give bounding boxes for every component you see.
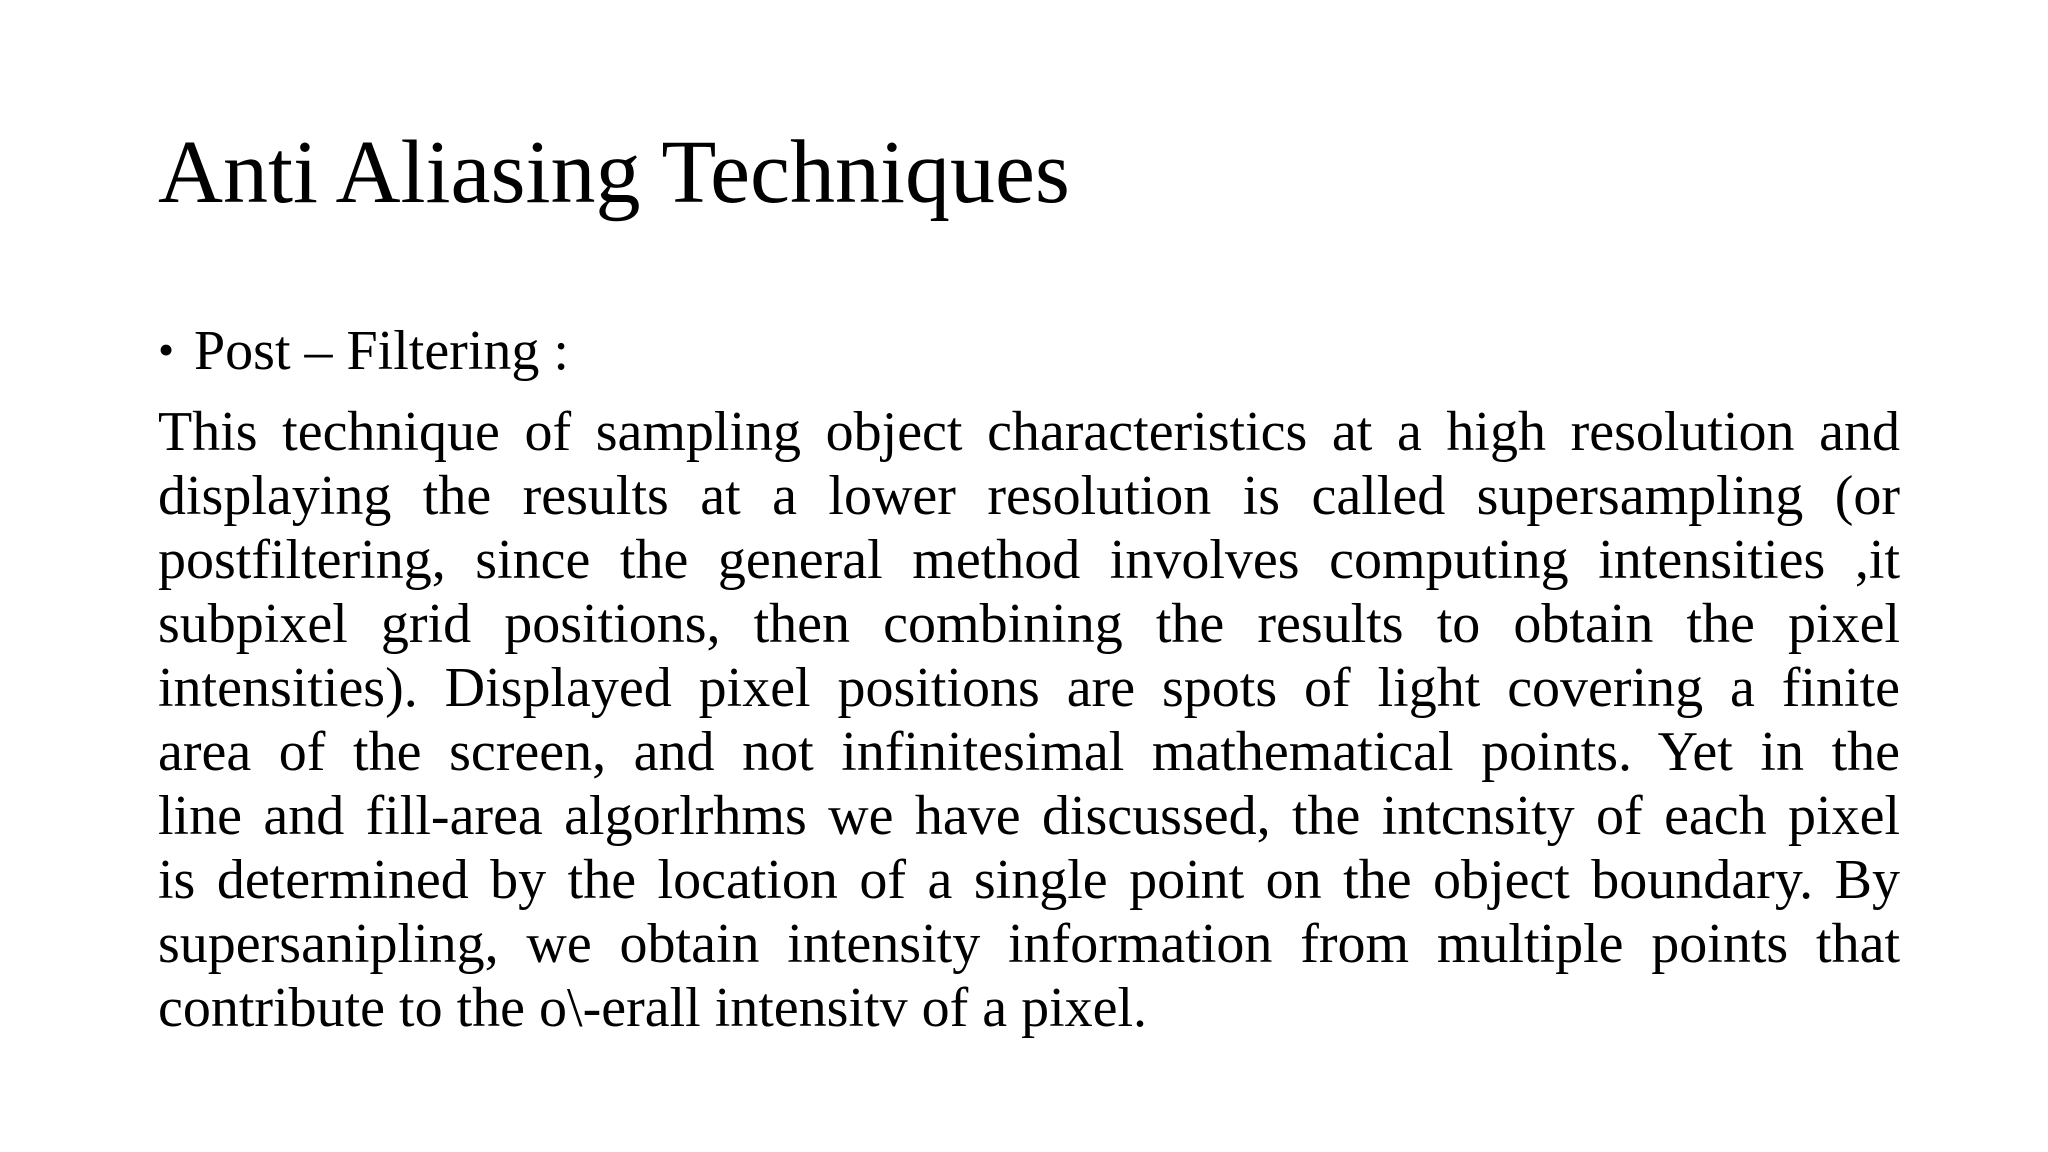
slide-title: Anti Aliasing Techniques [158,123,1070,222]
paragraph-line: area of the screen, and not infinitesimal mathematical points. Yet in the [158,721,1900,783]
body-paragraph [158,400,1900,1040]
paragraph-line: intensities). Displayed pixel positions are spots of light covering a finite [158,657,1900,719]
paragraph-line: line and fill-area algorlrhms we have discussed, the intcnsity of each pixel [158,785,1900,847]
bullet-text: Post – Filtering : [194,320,569,382]
paragraph-line: This technique of sampling object characteristics at a high resolution and [158,401,1900,463]
paragraph-line: is determined by the location of a single point on the object boundary. By [158,849,1900,911]
paragraph-line: displaying the results at a lower resolution is called supersampling (or [158,465,1900,527]
paragraph-line: postfiltering, since the general method involves computing intensities ,it [158,529,1900,591]
paragraph-line: subpixel grid positions, then combining the results to obtain the pixel [158,593,1900,655]
bullet-item [158,315,569,386]
paragraph-line: contribute to the o\-erall intensitv of a pixel. [158,977,1148,1039]
paragraph-line: supersanipling, we obtain intensity information from multiple points that [158,913,1900,975]
bullet-marker: • [158,324,175,375]
